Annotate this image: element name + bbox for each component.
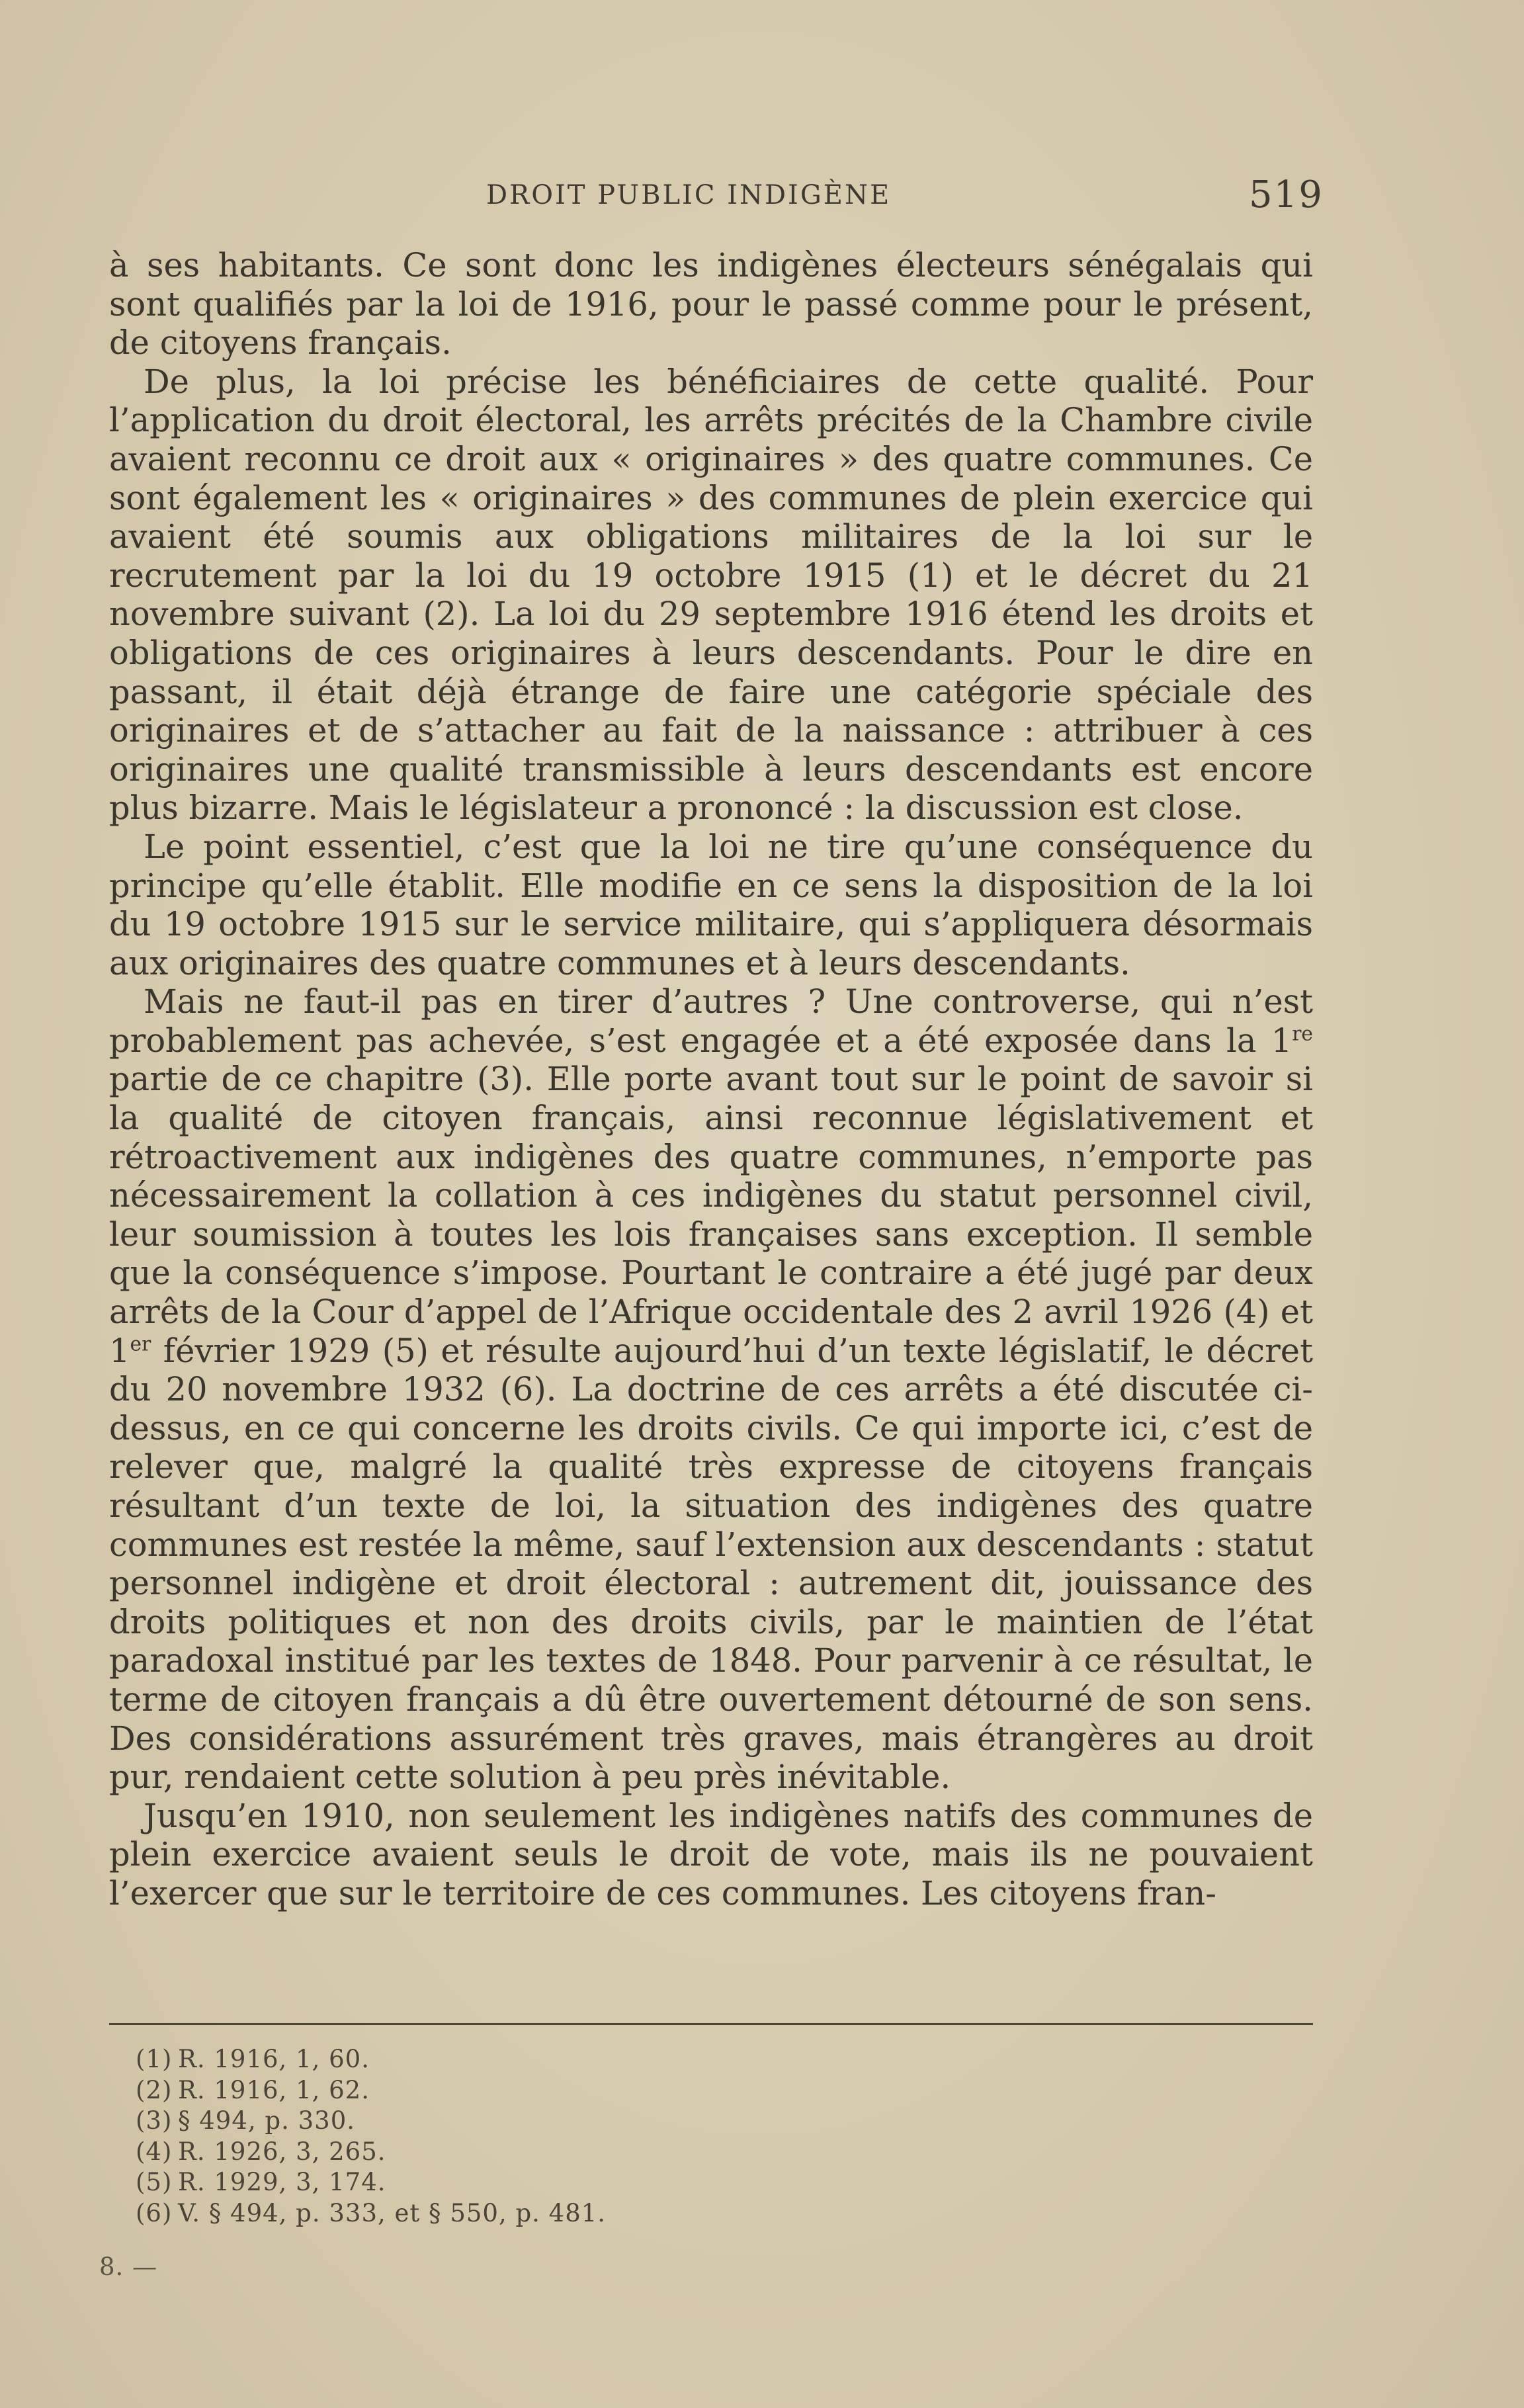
- footnote-number: (3): [136, 2106, 173, 2135]
- main-text: [109, 246, 1313, 1913]
- page-number: 519: [1249, 173, 1324, 216]
- paragraph: [109, 982, 1313, 1796]
- footnote: [136, 2106, 1260, 2137]
- paragraph-text: partie de ce chapitre (3). Elle porte avant tout sur le point de savoir si la qualité de citoyen français, ainsi reconnue législativement et rétroactivement aux indigènes des quatre communes, n’emporte pas nécessairement la collation à ces indigènes du statut personnel civil, leur soumission à toutes les lois françaises sans exception. Il semble que la conséquence s’impose. Pourtant le contraire a été jugé par deux arrêts de la Cour d’appel de l’Afrique occidentale des 2 avril 1926 (4) et 1: [109, 1060, 1313, 1370]
- footnote-text: R. 1929, 3, 174.: [178, 2168, 386, 2196]
- footnote: [136, 2044, 1260, 2075]
- footnote-text: § 494, p. 330.: [178, 2106, 355, 2135]
- paragraph-text: Mais ne faut-il pas en tirer d’autres ? Une controverse, qui n’est probablement pas achevée, s’est engagée et a été exposée dans la 1: [109, 982, 1313, 1060]
- footnote-number: (4): [136, 2137, 173, 2166]
- superscript: er: [130, 1332, 151, 1356]
- footnote-number: (6): [136, 2198, 173, 2227]
- running-title: DROIT PUBLIC INDIGÈNE: [486, 180, 892, 210]
- footnote-number: (1): [136, 2045, 173, 2073]
- footnote: [136, 2075, 1260, 2106]
- footnote-divider: [109, 2023, 1313, 2025]
- footnote-number: (2): [136, 2075, 173, 2104]
- footnote-number: (5): [136, 2168, 173, 2196]
- paragraph: à ses habitants. Ce sont donc les indigènes électeurs sénégalais qui sont qualifiés par la loi de 1916, pour le passé comme pour le présent, de citoyens français.: [109, 246, 1313, 363]
- footnote-text: R. 1916, 1, 60.: [178, 2045, 370, 2073]
- footnote-text: V. § 494, p. 333, et § 550, p. 481.: [178, 2198, 607, 2227]
- footnote-text: R. 1926, 3, 265.: [178, 2137, 386, 2166]
- paragraph: Jusqu’en 1910, non seulement les indigènes natifs des communes de plein exercice avaient seuls le droit de vote, mais ils ne pouvaient l’exercer que sur le territoire de ces communes. Les citoyens fran-: [109, 1796, 1313, 1913]
- footnotes: [136, 2044, 1260, 2229]
- footnote-text: R. 1916, 1, 62.: [178, 2075, 370, 2104]
- footnote: [136, 2167, 1260, 2198]
- paragraph-text: février 1929 (5) et résulte aujourd’hui d’un texte législatif, le décret du 20 novembre 1932 (6). La doctrine de ces arrêts a été discutée ci-dessus, en ce qui concerne les droits civils. Ce qui importe ici, c’est de relever que, malgré la qualité très expresse de citoyens français résultant d’un texte de loi, la situation des indigènes des quatre communes est restée la même, sauf l’extension aux descendants : statut personnel indigène et droit électoral : autrement dit, jouissance des droits politiques et non des droits civils, par le maintien de l’état paradoxal institué par les textes de 1848. Pour parvenir à ce résultat, le terme de citoyen français a dû être ouvertement détourné de son sens. Des considérations assurément très graves, mais étrangères au droit pur, rendaient cette solution à peu près inévitable.: [109, 1331, 1313, 1797]
- paragraph: De plus, la loi précise les bénéficiaires de cette qualité. Pour l’application du droit électoral, les arrêts précités de la Chambre civile avaient reconnu ce droit aux « originaires » des quatre communes. Ce sont également les « originaires » des communes de plein exercice qui avaient été soumis aux obligations militaires de la loi sur le recrutement par la loi du 19 octobre 1915 (1) et le décret du 21 novembre suivant (2). La loi du 29 septembre 1916 étend les droits et obligations de ces originaires à leurs descendants. Pour le dire en passant, il était déjà étrange de faire une catégorie spéciale des originaires et de s’attacher au fait de la naissance : attribuer à ces originaires une qualité transmissible à leurs descendants est encore plus bizarre. Mais le législateur a prononcé : la discussion est close.: [109, 362, 1313, 828]
- footnote: [136, 2198, 1260, 2229]
- printer-signature: 8. —: [99, 2253, 158, 2281]
- footnote: [136, 2137, 1260, 2168]
- paragraph: Le point essentiel, c’est que la loi ne tire qu’une conséquence du principe qu’elle établit. Elle modifie en ce sens la disposition de la loi du 19 octobre 1915 sur le service militaire, qui s’appliquera désormais aux originaires des quatre communes et à leurs descendants.: [109, 827, 1313, 982]
- running-header: [0, 173, 1524, 220]
- superscript: re: [1292, 1022, 1313, 1046]
